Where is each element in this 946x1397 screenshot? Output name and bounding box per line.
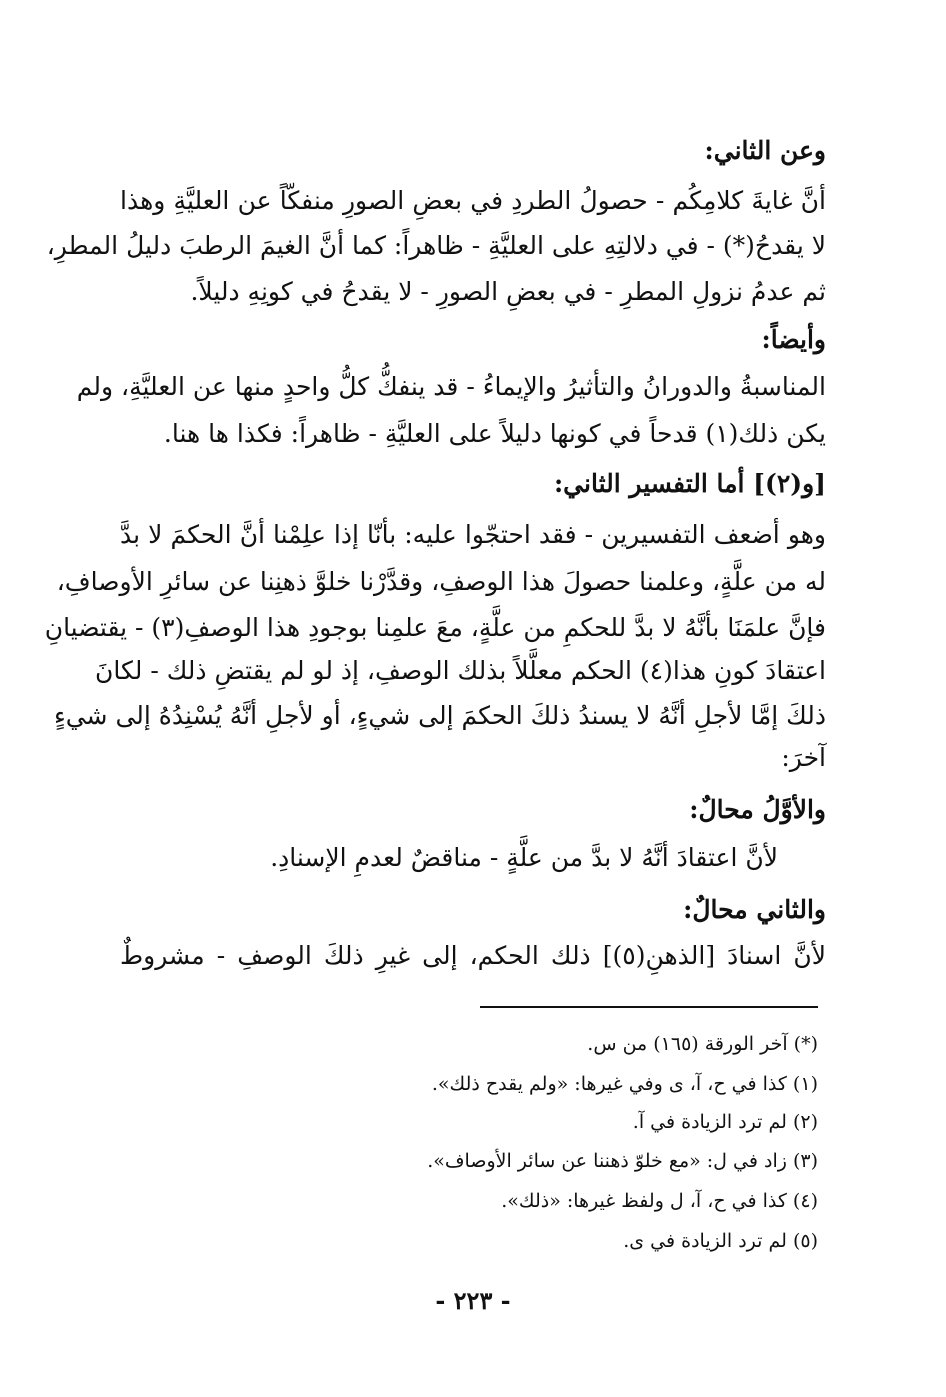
text-line: ذلكَ إمَّا لأجلِ أنَّهُ لا يسندُ ذلكَ الحكمَ إلى شيءٍ، أو لأجلِ أنَّهُ يُسْنِدُهُ إلى شيءٍ — [53, 701, 826, 730]
section-heading: والثاني محالٌ: — [683, 895, 826, 924]
footnote: (٣) زاد في ل: «مع خلوّ ذهننا عن سائر الأوصاف». — [427, 1150, 818, 1172]
section-heading: وعن الثاني: — [704, 136, 826, 165]
footnote: (*) آخر الورقة (١٦٥) من س. — [587, 1033, 818, 1055]
text-line: أنَّ غايةَ كلامِكُم - حصولُ الطردِ في بعضِ الصورِ منفكّاً عن العليَّةِ وهذا — [120, 186, 826, 215]
section-heading: وأيضاً: — [761, 325, 826, 354]
footnote: (٥) لم ترد الزيادة في ى. — [623, 1230, 818, 1252]
footnote-separator — [480, 1006, 818, 1008]
text-line: لأنَّ اعتقادَ أنَّهُ لا بدَّ من علَّةٍ - مناقضٌ لعدمِ الإسنادِ. — [270, 843, 778, 872]
text-line: لأنَّ اسنادَ [الذهنِ(٥)] ذلك الحكم، إلى غيرِ ذلكَ الوصفِ - مشروطٌ — [120, 941, 826, 970]
page-number: - ٢٢٣ - — [435, 1286, 511, 1315]
text-line: اعتقادَ كونِ هذا(٤) الحكم معلَّلاً بذلك الوصفِ، إذ لو لم يقتضِ ذلك - لكانَ — [94, 656, 826, 685]
text-line: يكن ذلك(١) قدحاً في كونها دليلاً على العليَّةِ - ظاهراً: فكذا ها هنا. — [163, 419, 826, 448]
footnote: (٤) كذا في ح، آ، ل ولفظ غيرها: «ذلك». — [501, 1190, 818, 1212]
section-heading: [و(٢)] أما التفسير الثاني: — [553, 469, 826, 498]
text-line: المناسبةُ والدورانُ والتأثيرُ والإيماءُ - قد ينفكُّ كلُّ واحدٍ منها عن العليَّةِ، ولم — [76, 372, 826, 401]
text-line: آخرَ: — [781, 743, 826, 772]
text-line: وهو أضعف التفسيرين - فقد احتجّوا عليه: بأنّا إذا علِمْنا أنَّ الحكمَ لا بدَّ — [120, 520, 826, 549]
text-line: ثم عدمُ نزولِ المطرِ - في بعضِ الصورِ - لا يقدحُ في كونِهِ دليلاً. — [190, 277, 826, 306]
footnote: (١) كذا في ح، آ، ى وفي غيرها: «ولم يقدح ذلك». — [431, 1073, 818, 1095]
text-line: له من علَّةٍ، وعلمنا حصولَ هذا الوصفِ، وقدَّرْنا خلوَّ ذهنِنا عن سائرِ الأوصافِ، — [56, 567, 826, 596]
footnote: (٢) لم ترد الزيادة في آ. — [632, 1111, 818, 1133]
text-line: فإنَّ علمَنَا بأنَّهُ لا بدَّ للحكمِ من علَّةٍ، معَ علمِنا بوجودِ هذا الوصفِ(٣) - يقتضيانِ — [44, 613, 826, 642]
text-line: لا يقدحُ(*) - في دلالتِهِ على العليَّةِ - ظاهراً: كما أنَّ الغيمَ الرطبَ دليلُ المطرِ، — [46, 231, 826, 260]
section-heading: والأوَّلُ محالٌ: — [689, 795, 826, 824]
